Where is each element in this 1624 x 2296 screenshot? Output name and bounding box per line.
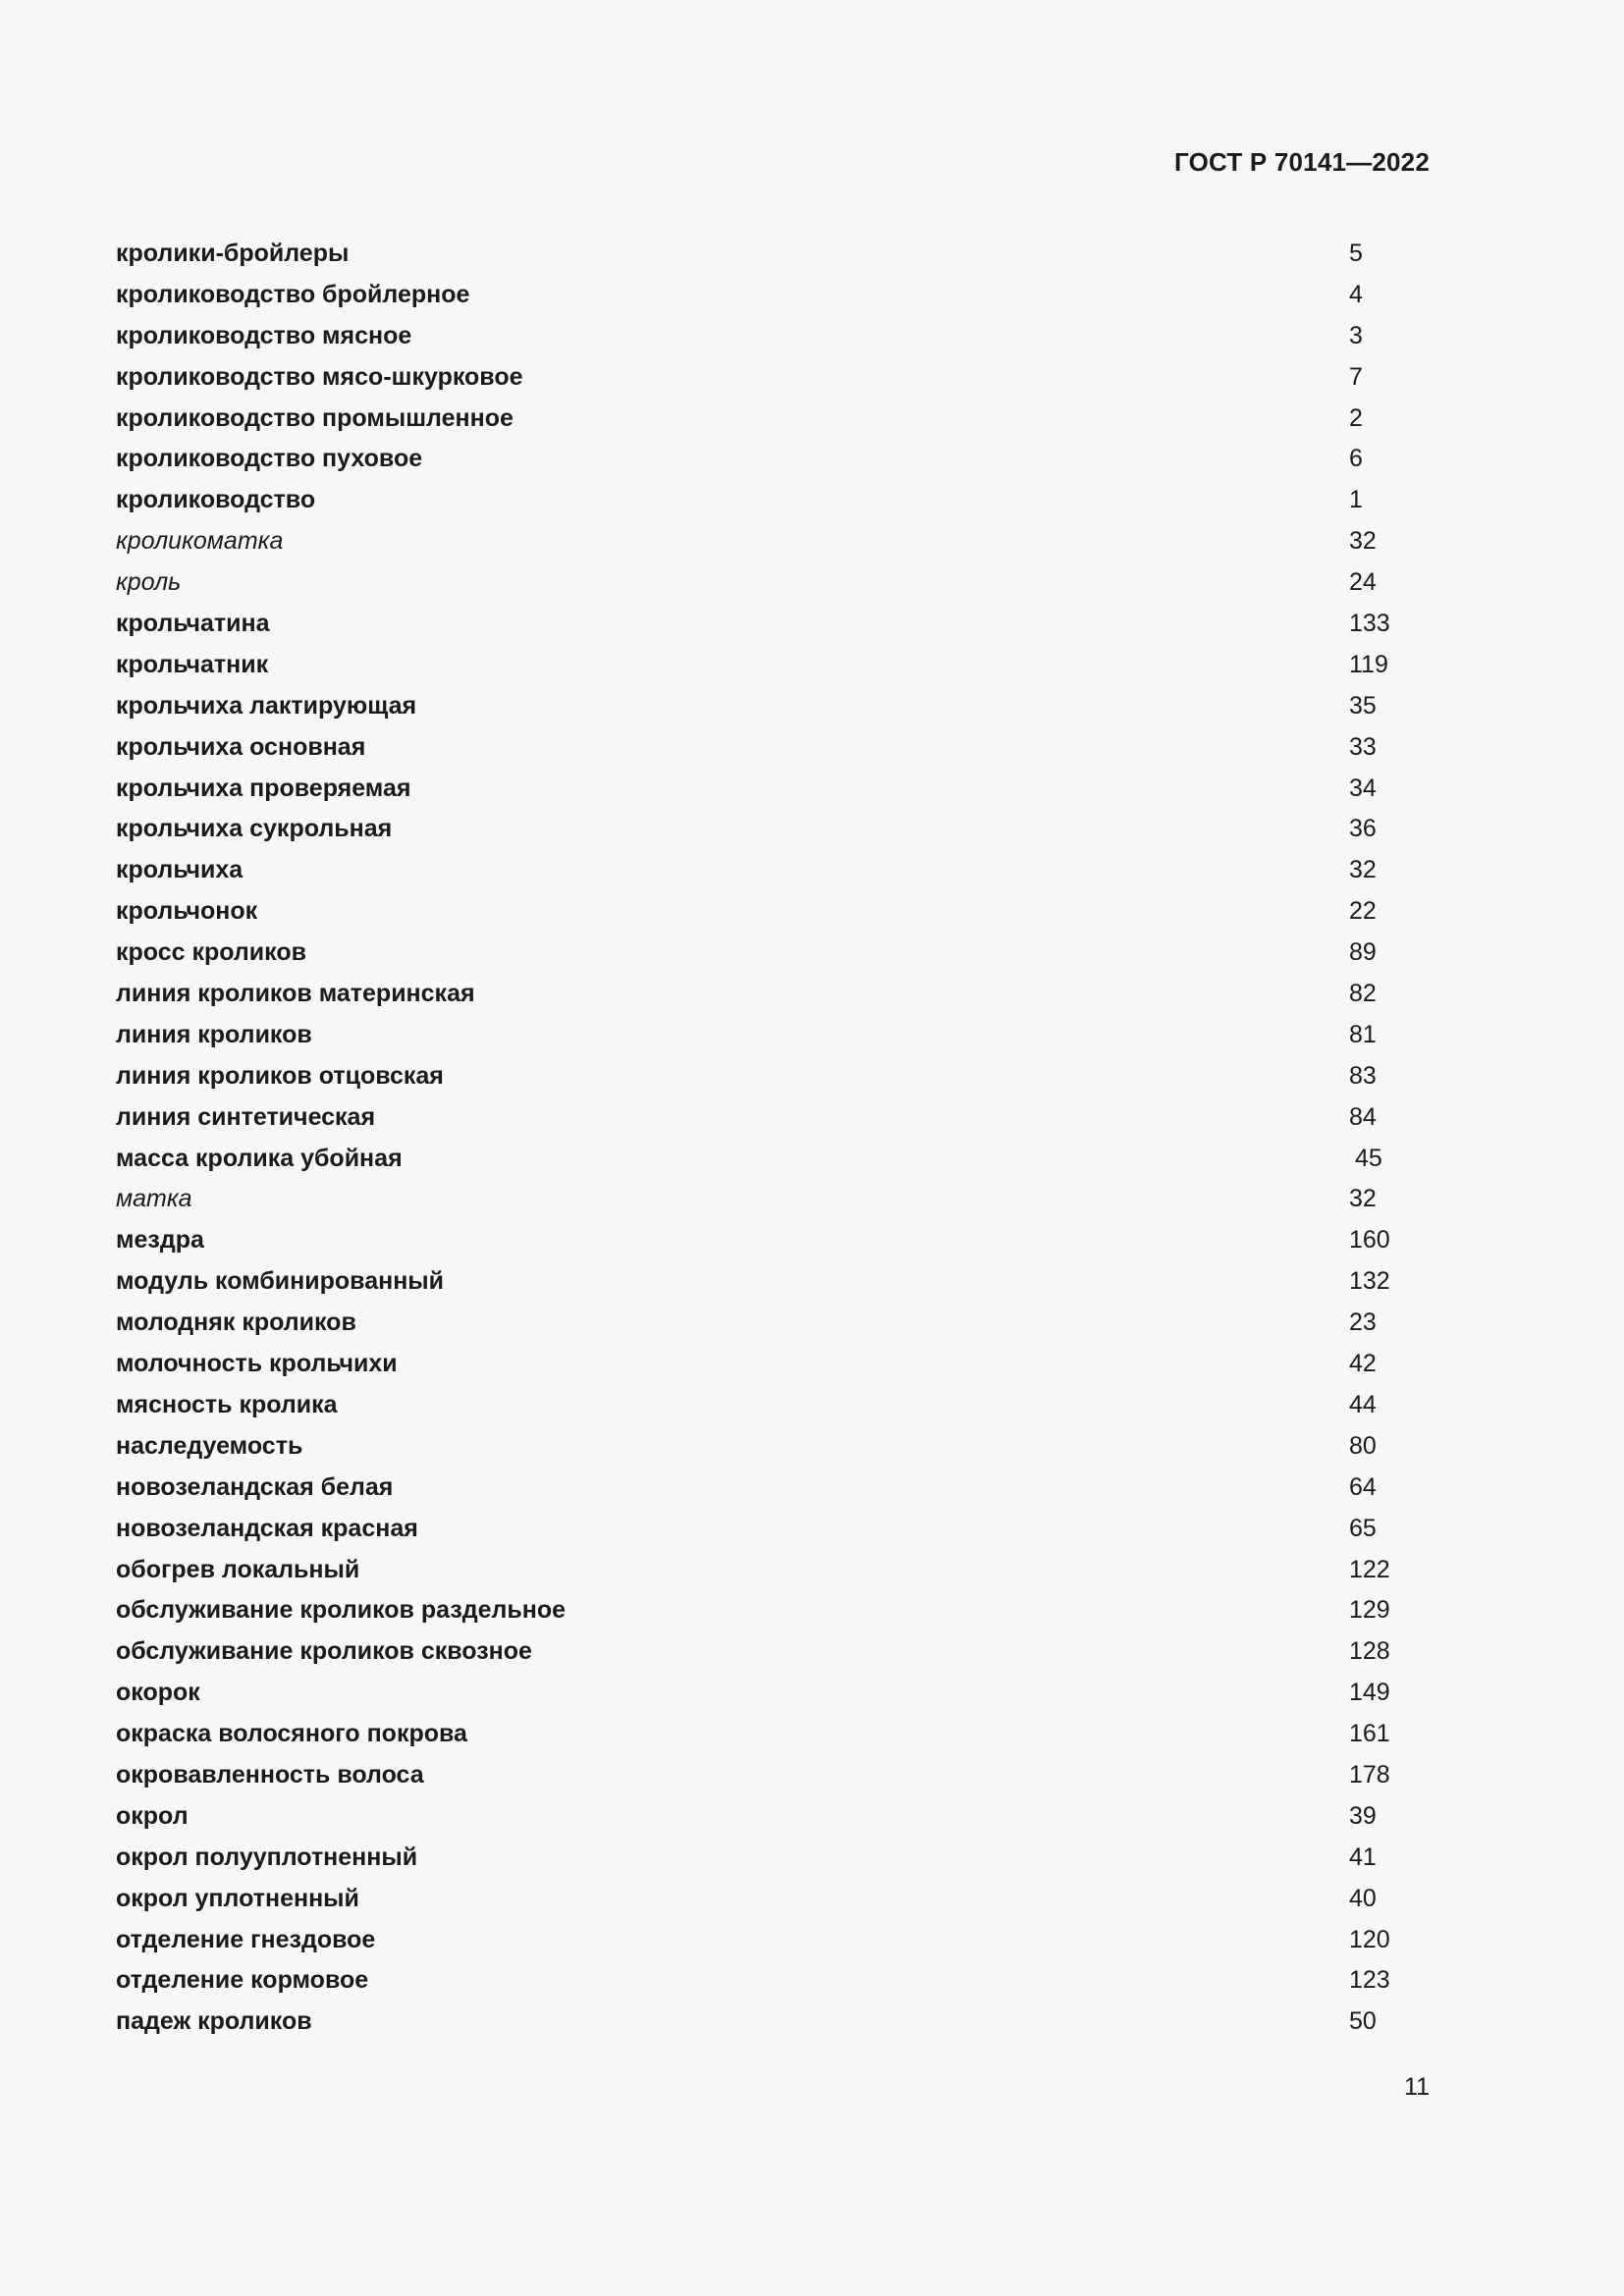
index-entry bbox=[116, 1426, 1432, 1468]
index-term-number: 23 bbox=[1349, 1308, 1377, 1337]
index-term-number: 45 bbox=[1355, 1144, 1382, 1172]
term-index-list bbox=[116, 234, 1432, 2043]
index-term: молочность крольчихи bbox=[116, 1350, 398, 1378]
index-term: линия синтетическая bbox=[116, 1102, 376, 1131]
index-term: линия кроликов материнская bbox=[116, 980, 475, 1008]
index-term: кролиководство пуховое bbox=[116, 445, 423, 473]
index-entry bbox=[116, 1056, 1432, 1097]
index-term: кролиководство промышленное bbox=[116, 403, 514, 432]
index-entry bbox=[116, 769, 1432, 810]
index-term-number: 80 bbox=[1349, 1431, 1377, 1460]
index-entry bbox=[116, 686, 1432, 727]
index-entry bbox=[116, 604, 1432, 645]
index-entry bbox=[116, 933, 1432, 974]
index-entry bbox=[116, 399, 1432, 440]
index-term-number: 7 bbox=[1349, 362, 1363, 391]
index-term: масса кролика убойная bbox=[116, 1144, 403, 1172]
index-entry bbox=[116, 1344, 1432, 1385]
index-term: крольчатина bbox=[116, 610, 270, 638]
index-term: обслуживание кроликов сквозное bbox=[116, 1637, 532, 1666]
index-term-number: 82 bbox=[1349, 980, 1377, 1008]
index-entry bbox=[116, 2002, 1432, 2043]
index-term-number: 2 bbox=[1349, 403, 1363, 432]
index-term: новозеландская белая bbox=[116, 1472, 394, 1501]
index-entry bbox=[116, 645, 1432, 686]
index-entry bbox=[116, 1550, 1432, 1591]
index-term-number: 40 bbox=[1349, 1884, 1377, 1912]
index-term-number: 133 bbox=[1349, 610, 1390, 638]
index-term-number: 128 bbox=[1349, 1637, 1390, 1666]
index-term-number: 81 bbox=[1349, 1020, 1377, 1048]
index-entry bbox=[116, 1303, 1432, 1344]
index-term-number: 65 bbox=[1349, 1514, 1377, 1542]
index-term: отделение кормовое bbox=[116, 1966, 369, 1995]
index-entry bbox=[116, 1673, 1432, 1714]
index-entry bbox=[116, 1838, 1432, 1879]
index-term: кролиководство bbox=[116, 486, 316, 514]
index-term: окрол bbox=[116, 1801, 189, 1830]
index-term: мясность кролика bbox=[116, 1390, 338, 1418]
index-term-number: 1 bbox=[1349, 486, 1363, 514]
index-entry bbox=[116, 357, 1432, 399]
index-entry bbox=[116, 1879, 1432, 1920]
index-term: окрол уплотненный bbox=[116, 1884, 359, 1912]
index-term-number: 84 bbox=[1349, 1102, 1377, 1131]
index-term-number: 6 bbox=[1349, 445, 1363, 473]
index-term-number: 120 bbox=[1349, 1925, 1390, 1953]
index-entry bbox=[116, 1097, 1432, 1139]
index-term: окровавленность волоса bbox=[116, 1760, 424, 1789]
index-term: крольчонок bbox=[116, 897, 258, 926]
index-term: падеж кроликов bbox=[116, 2007, 312, 2036]
index-entry bbox=[116, 1960, 1432, 2002]
index-term-number: 34 bbox=[1349, 774, 1377, 802]
index-entry bbox=[116, 1220, 1432, 1261]
index-entry bbox=[116, 809, 1432, 850]
index-entry bbox=[116, 275, 1432, 316]
index-entry bbox=[116, 850, 1432, 891]
index-entry bbox=[116, 1509, 1432, 1550]
index-term-number: 132 bbox=[1349, 1267, 1390, 1296]
index-term-number: 22 bbox=[1349, 897, 1377, 926]
index-term-number: 32 bbox=[1349, 527, 1377, 556]
index-term: мездра bbox=[116, 1226, 204, 1255]
index-term-number: 3 bbox=[1349, 321, 1363, 349]
index-entry bbox=[116, 521, 1432, 562]
index-term: кросс кроликов bbox=[116, 938, 306, 967]
index-term: крольчиха сукрольная bbox=[116, 815, 393, 843]
index-entry bbox=[116, 1385, 1432, 1426]
index-term-number: 149 bbox=[1349, 1679, 1390, 1707]
index-entry bbox=[116, 1179, 1432, 1220]
index-term-number: 39 bbox=[1349, 1801, 1377, 1830]
index-term-number: 83 bbox=[1349, 1061, 1377, 1090]
index-term-number: 161 bbox=[1349, 1720, 1390, 1748]
index-term-number: 24 bbox=[1349, 568, 1377, 597]
index-entry bbox=[116, 1631, 1432, 1673]
index-term: крольчиха лактирующая bbox=[116, 691, 417, 720]
index-term: кролиководство мясное bbox=[116, 321, 412, 349]
index-term-number: 123 bbox=[1349, 1966, 1390, 1995]
index-entry bbox=[116, 1590, 1432, 1631]
index-term-number: 129 bbox=[1349, 1596, 1390, 1625]
index-term: кроликоматка bbox=[116, 527, 284, 556]
index-term-number: 122 bbox=[1349, 1555, 1390, 1583]
index-term: наследуемость bbox=[116, 1431, 303, 1460]
index-term: окраска волосяного покрова bbox=[116, 1720, 467, 1748]
index-term: модуль комбинированный bbox=[116, 1267, 445, 1296]
page-number: 11 bbox=[1404, 2073, 1430, 2101]
index-term: кролиководство мясо-шкурковое bbox=[116, 362, 523, 391]
index-term: крольчиха основная bbox=[116, 732, 366, 761]
index-term-number: 32 bbox=[1349, 856, 1377, 884]
index-term-number: 35 bbox=[1349, 691, 1377, 720]
index-term: матка bbox=[116, 1185, 192, 1213]
index-term: окрол полууплотненный bbox=[116, 1842, 418, 1871]
index-entry bbox=[116, 439, 1432, 480]
index-entry bbox=[116, 1015, 1432, 1056]
index-term: крольчатник bbox=[116, 650, 269, 678]
index-entry bbox=[116, 1796, 1432, 1838]
index-entry bbox=[116, 727, 1432, 769]
index-entry bbox=[116, 1468, 1432, 1509]
index-entry bbox=[116, 1920, 1432, 1961]
index-entry bbox=[116, 316, 1432, 357]
index-term-number: 41 bbox=[1349, 1842, 1377, 1871]
index-term-number: 42 bbox=[1349, 1350, 1377, 1378]
index-entry bbox=[116, 1714, 1432, 1755]
index-term: линия кроликов bbox=[116, 1020, 312, 1048]
index-entry bbox=[116, 974, 1432, 1015]
index-term: кроль bbox=[116, 568, 182, 597]
index-term: отделение гнездовое bbox=[116, 1925, 376, 1953]
index-term-number: 64 bbox=[1349, 1472, 1377, 1501]
index-term-number: 178 bbox=[1349, 1760, 1390, 1789]
document-header: ГОСТ Р 70141—2022 bbox=[1174, 147, 1430, 177]
index-term-number: 33 bbox=[1349, 732, 1377, 761]
index-term-number: 5 bbox=[1349, 240, 1363, 267]
index-term: новозеландская красная bbox=[116, 1514, 418, 1542]
index-term-number: 4 bbox=[1349, 280, 1363, 308]
index-entry bbox=[116, 1261, 1432, 1303]
index-entry bbox=[116, 891, 1432, 933]
index-term: окорок bbox=[116, 1679, 200, 1707]
index-term: кролиководство бройлерное bbox=[116, 280, 470, 308]
index-entry bbox=[116, 234, 1432, 275]
index-term-number: 36 bbox=[1349, 815, 1377, 843]
index-term: обогрев локальный bbox=[116, 1555, 360, 1583]
index-term-number: 32 bbox=[1349, 1185, 1377, 1213]
index-entry bbox=[116, 562, 1432, 604]
index-entry bbox=[116, 480, 1432, 521]
index-term-number: 160 bbox=[1349, 1226, 1390, 1255]
index-term: линия кроликов отцовская bbox=[116, 1061, 444, 1090]
index-entry bbox=[116, 1755, 1432, 1796]
index-term-number: 50 bbox=[1349, 2007, 1377, 2036]
index-term-number: 89 bbox=[1349, 938, 1377, 967]
index-term-number: 44 bbox=[1349, 1390, 1377, 1418]
index-term: крольчиха проверяемая bbox=[116, 774, 411, 802]
index-term: молодняк кроликов bbox=[116, 1308, 356, 1337]
index-term-number: 119 bbox=[1349, 650, 1388, 678]
index-term: кролики-бройлеры bbox=[116, 240, 350, 267]
index-term: крольчиха bbox=[116, 856, 244, 884]
index-entry bbox=[116, 1139, 1432, 1180]
index-term: обслуживание кроликов раздельное bbox=[116, 1596, 567, 1625]
